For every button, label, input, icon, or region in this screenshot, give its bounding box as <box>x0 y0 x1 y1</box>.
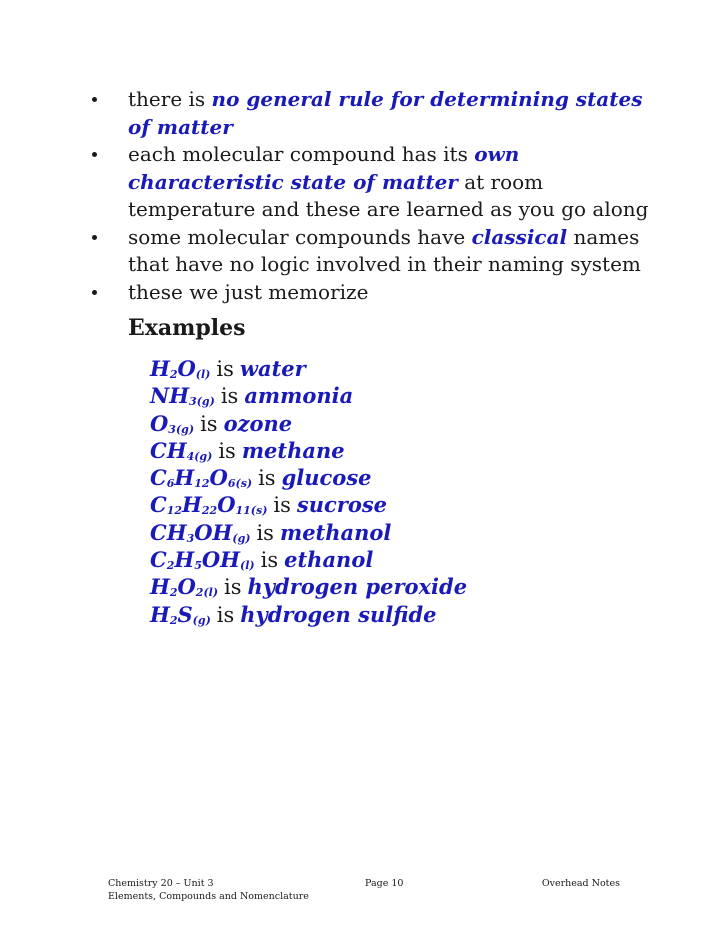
chemical-formula <box>150 356 210 381</box>
connector-word: is <box>220 384 239 409</box>
example-item <box>150 355 467 382</box>
bullet-dot-icon <box>92 97 97 102</box>
bullet-dot-icon <box>92 235 97 240</box>
formula-element: CH <box>150 519 187 545</box>
formula-state: (s) <box>250 504 268 518</box>
example-item <box>150 410 467 437</box>
connector-word: is <box>218 438 236 463</box>
formula-subscript: 3 <box>186 531 195 545</box>
formula-subscript: 12 <box>194 477 210 491</box>
formula-element: CH <box>150 437 187 463</box>
formula-element: H <box>150 574 170 600</box>
example-item <box>150 437 467 464</box>
chemical-formula <box>150 602 211 627</box>
formula-state: (g) <box>194 449 213 463</box>
example-item <box>150 601 467 628</box>
formula-subscript: 6 <box>227 477 236 491</box>
compound-name: methanol <box>279 519 392 545</box>
examples-heading: Examples <box>128 315 246 341</box>
compound-name: hydrogen peroxide <box>247 574 468 600</box>
formula-element: S <box>177 601 193 627</box>
connector-word: is <box>258 466 276 491</box>
compound-name: glucose <box>281 465 372 491</box>
formula-element: C <box>150 492 167 518</box>
bullet-dot-icon <box>92 290 97 295</box>
formula-subscript: 22 <box>201 504 218 518</box>
formula-subscript: 2 <box>195 586 204 600</box>
bullet-text: each molecular compound has its <box>128 142 475 166</box>
example-item <box>150 382 467 409</box>
formula-state: (l) <box>203 586 219 600</box>
compound-name: methane <box>241 437 345 463</box>
chemical-formula <box>150 547 255 572</box>
formula-element: O <box>177 574 196 600</box>
footer-left <box>108 877 309 903</box>
chemical-formula <box>150 438 212 463</box>
formula-subscript: 12 <box>166 504 183 518</box>
formula-state: (s) <box>235 477 253 491</box>
formula-element: O <box>150 410 169 436</box>
bullet-dot-icon <box>92 152 97 157</box>
formula-element: NH <box>150 383 190 409</box>
compound-name: water <box>239 356 306 381</box>
formula-subscript: 5 <box>194 559 202 573</box>
example-item <box>150 573 467 600</box>
bullet-item <box>92 279 652 307</box>
examples-list <box>150 355 467 628</box>
footer-doc-type: Overhead Notes <box>541 878 620 889</box>
connector-word: is <box>200 411 218 436</box>
connector-word: is <box>224 575 242 600</box>
chemical-formula <box>150 383 215 408</box>
example-item <box>150 519 467 546</box>
compound-name: hydrogen sulfide <box>240 601 437 627</box>
formula-element: O <box>217 492 236 518</box>
formula-element: H <box>174 465 195 491</box>
formula-element: O <box>209 465 228 491</box>
connector-word: is <box>216 602 235 627</box>
emphasis-text: classical <box>471 224 568 249</box>
chemical-formula <box>150 411 194 436</box>
bullet-text: some molecular compounds have <box>128 224 472 249</box>
bullet-text: at room temperature and these are learned as you go along <box>128 169 649 221</box>
emphasis-text: own characteristic state of matter <box>128 142 520 194</box>
formula-element: H <box>182 492 202 518</box>
formula-state: (g) <box>175 422 195 436</box>
chemical-formula <box>150 574 218 599</box>
bullet-text: there is <box>128 87 212 111</box>
bullet-item <box>92 86 652 141</box>
formula-element: H <box>150 601 170 627</box>
formula-element: C <box>150 465 167 491</box>
connector-word: is <box>260 548 279 573</box>
formula-element: H <box>150 356 170 381</box>
footer-page-number: Page 10 <box>365 878 404 889</box>
formula-state: (g) <box>232 531 251 545</box>
formula-element: O <box>177 356 196 381</box>
formula-element: OH <box>201 547 241 573</box>
formula-state: (g) <box>192 613 211 627</box>
emphasis-text: no general rule for determining states of matter <box>128 87 643 139</box>
example-item <box>150 464 467 491</box>
formula-subscript: 3 <box>189 395 197 409</box>
chemical-formula <box>150 492 267 517</box>
bullet-text: names that have no logic involved in their naming system <box>128 224 641 276</box>
formula-subscript: 2 <box>166 559 175 573</box>
example-item <box>150 546 467 573</box>
compound-name: sucrose <box>296 492 388 518</box>
compound-name: ozone <box>223 410 293 436</box>
formula-state: (l) <box>240 559 255 573</box>
chemical-formula <box>150 520 250 545</box>
bullet-item <box>92 224 652 279</box>
bullet-item <box>92 141 652 224</box>
footer-course: Chemistry 20 – Unit 3 <box>108 878 214 889</box>
formula-subscript: 6 <box>166 477 175 491</box>
example-item <box>150 491 467 518</box>
connector-word: is <box>273 493 291 518</box>
formula-subscript: 3 <box>168 422 176 436</box>
formula-subscript: 2 <box>169 368 178 381</box>
compound-name: ammonia <box>244 383 354 409</box>
formula-element: C <box>150 547 167 573</box>
footer-unit-title: Elements, Compounds and Nomenclature <box>108 891 309 902</box>
bullet-text: these we just memorize <box>128 279 369 304</box>
formula-state: (g) <box>196 395 215 409</box>
formula-subscript: 2 <box>169 613 178 627</box>
connector-word: is <box>256 520 274 545</box>
formula-subscript: 4 <box>186 449 195 463</box>
formula-subscript: 11 <box>235 504 251 518</box>
formula-state: (l) <box>195 368 211 381</box>
formula-element: OH <box>194 519 233 545</box>
chemical-formula <box>150 465 252 490</box>
bullet-list <box>92 86 652 306</box>
formula-element: H <box>174 547 195 573</box>
connector-word: is <box>216 357 234 381</box>
formula-subscript: 2 <box>169 586 178 600</box>
compound-name: ethanol <box>284 547 374 573</box>
